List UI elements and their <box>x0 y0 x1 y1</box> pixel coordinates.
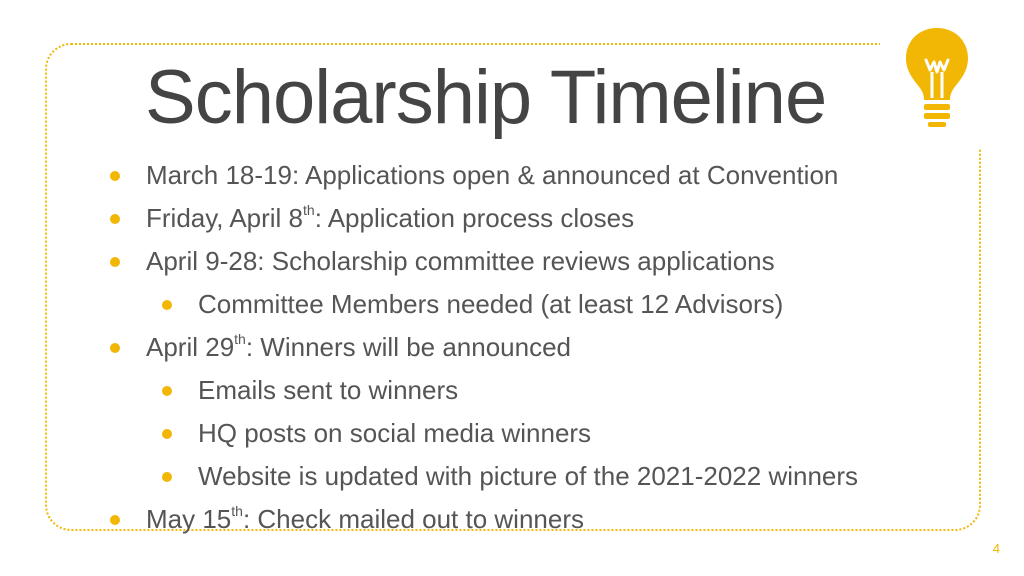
timeline-subitem <box>0 283 858 326</box>
superscript: th <box>303 202 315 219</box>
item-text: March 18-19: Applications open & announced at Convention <box>146 160 839 190</box>
item-text: May 15 <box>146 504 232 534</box>
item-text: Emails sent to winners <box>198 375 459 405</box>
item-text: HQ posts on social media winners <box>198 418 592 448</box>
timeline-list <box>0 154 858 541</box>
bullet-dot-icon <box>162 386 172 396</box>
bullet-dot-icon <box>110 214 120 224</box>
timeline-item <box>0 154 858 197</box>
item-text: April 29 <box>146 332 235 362</box>
bullet-dot-icon <box>110 257 120 267</box>
bullet-dot-icon <box>162 472 172 482</box>
item-text: Website is updated with picture of the 2021-2022 winners <box>198 461 859 491</box>
timeline-item <box>0 240 858 283</box>
superscript: th <box>234 331 246 348</box>
item-text: Committee Members needed (at least 12 Advisors) <box>198 289 784 319</box>
timeline-item <box>0 197 858 240</box>
lightbulb-icon <box>900 24 974 128</box>
item-text: : Application process closes <box>314 203 635 233</box>
bullet-dot-icon <box>162 300 172 310</box>
timeline-subitem <box>0 369 858 412</box>
timeline-subitem <box>0 455 858 498</box>
bullet-dot-icon <box>110 343 120 353</box>
timeline-item <box>0 498 858 541</box>
superscript: th <box>231 503 243 520</box>
item-text: : Winners will be announced <box>245 332 572 362</box>
page-number: 4 <box>992 541 1000 556</box>
bullet-dot-icon <box>110 171 120 181</box>
bullet-dot-icon <box>162 429 172 439</box>
item-text: Friday, April 8 <box>146 203 304 233</box>
item-text: April 9-28: Scholarship committee reviews applications <box>146 246 775 276</box>
slide-title: Scholarship Timeline <box>145 55 827 140</box>
item-text: : Check mailed out to winners <box>242 504 584 534</box>
bullet-dot-icon <box>110 515 120 525</box>
timeline-subitem <box>0 412 858 455</box>
timeline-item <box>0 326 858 369</box>
